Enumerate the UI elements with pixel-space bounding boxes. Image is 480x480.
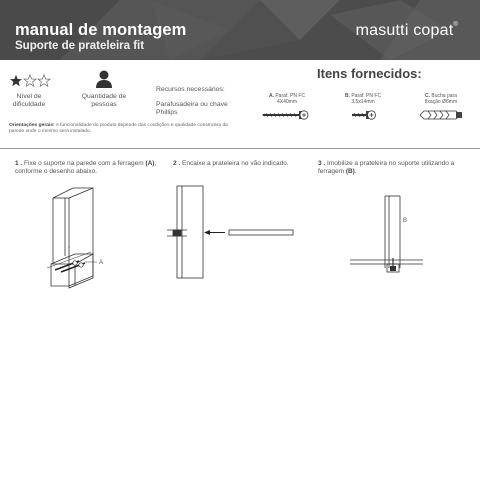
star-icon [10, 75, 22, 87]
step-1-label-a: A [99, 260, 104, 266]
supplied-items-title: Itens fornecidos: [317, 66, 422, 81]
step-3-diagram [345, 192, 435, 282]
step-1-instruction: 1 . Fixe o suporte na parede com a ferragem (A), conforme o desenho abaixo. [15, 160, 157, 175]
step-2-diagram [165, 184, 300, 284]
required-tools-line2: Phillips [156, 109, 178, 116]
screw-long-icon [262, 110, 310, 120]
arrow-left-icon [204, 230, 225, 235]
required-tools-title: Recursos necessários: [156, 86, 225, 93]
supplied-item-b: B. Paraf. PN FC 3,5x14mm [344, 93, 382, 105]
difficulty-label: Nível de dificuldade [12, 93, 46, 108]
step-3-label-b: B [403, 218, 408, 224]
star-outline-icon [24, 75, 36, 87]
step-2-instruction: 2 . Encaixe a prateleira no vão indicado. [173, 160, 289, 167]
supplied-item-a: A. Paraf. PN FC 4X40mm [268, 93, 306, 105]
manual-title: manual de montagem [15, 21, 187, 39]
brand-registered-mark: ® [453, 22, 458, 28]
section-divider [0, 148, 480, 149]
step-1-diagram [45, 186, 115, 296]
supplied-item-c: C. Bucha para fixação Ø6mm [424, 93, 458, 105]
general-notes-text: A funcionalidade do produto depende das condições e qualidade construtiva da parede onde o mesmo será instalado. [9, 123, 228, 134]
product-subtitle: Suporte de prateleira fit [15, 40, 145, 52]
person-icon [95, 70, 113, 89]
screw-a-icon [55, 261, 85, 272]
brand-logo [356, 22, 458, 40]
header-banner [0, 0, 480, 60]
star-outline-icon [38, 75, 50, 87]
screw-short-icon [351, 110, 377, 120]
required-tools-line1: Parafusadeira ou chave [156, 101, 228, 108]
difficulty-stars [9, 74, 53, 88]
required-tools [156, 86, 228, 117]
people-label: Quantidade de pessoas [81, 93, 127, 108]
brand-name: masutti copat [355, 22, 454, 39]
general-notes-label: Orientações gerais: [9, 123, 55, 128]
step-3-instruction: 3 . Imobilize a prateleira no suporte utilizando a ferragem (B). [318, 160, 455, 175]
general-notes [9, 123, 234, 135]
wall-plug-icon [418, 109, 464, 121]
